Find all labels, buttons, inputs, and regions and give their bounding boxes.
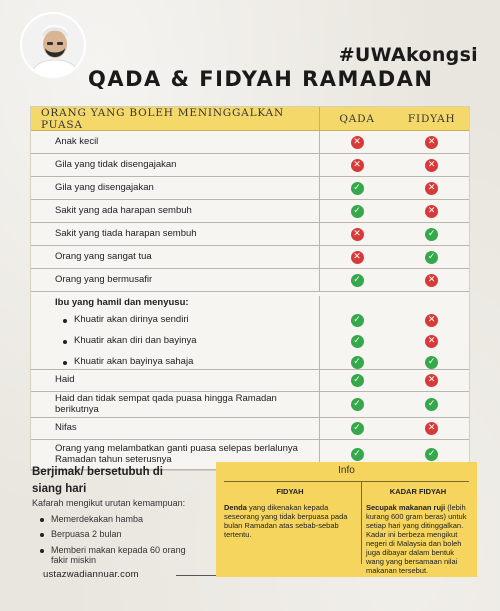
- table-row: [31, 223, 469, 246]
- cross-icon: ✕: [425, 205, 438, 218]
- cross-icon: ✕: [425, 182, 438, 195]
- check-icon: ✓: [351, 356, 364, 369]
- list-item-label: Memerdekakan hamba: [51, 514, 144, 524]
- list-item: [40, 545, 200, 566]
- row-label-text: Sakit yang tiada harapan sembuh: [55, 227, 197, 239]
- fidyah-cell: [394, 131, 469, 153]
- group-items: [31, 310, 469, 373]
- fidyah-cell: [394, 269, 469, 291]
- fidyah-bold: Denda: [224, 503, 247, 512]
- row-label-text: Gila yang disengajakan: [55, 181, 154, 193]
- check-icon: ✓: [351, 205, 364, 218]
- cross-icon: ✕: [351, 228, 364, 241]
- cross-icon: ✕: [351, 251, 364, 264]
- check-icon: ✓: [425, 448, 438, 461]
- list-item-label: Memberi makan kepada 60 orang fakir miskin: [51, 544, 186, 566]
- group-item-row: [31, 310, 469, 331]
- fidyah-cell: [394, 200, 469, 222]
- cross-icon: ✕: [425, 335, 438, 348]
- cross-icon: ✕: [425, 274, 438, 287]
- fidyah-cell: [394, 310, 469, 331]
- table-row: [31, 370, 469, 392]
- row-label-text: Haid: [55, 374, 75, 386]
- kafarah-list: [40, 514, 200, 570]
- fidyah-definition: [224, 503, 356, 539]
- cross-icon: ✕: [425, 422, 438, 435]
- kafarah-title: [32, 464, 163, 497]
- kadar-text: (lebih kurang 600 gram beras) untuk setiap hari yang ditinggalkan. Kadar ini berbeza mengikut negeri di Malaysia dan boleh juga dibayar dalam bentuk wang yang bersamaan nilai makanan tersebut.: [366, 503, 467, 575]
- row-label: [31, 392, 320, 417]
- qada-cell: [320, 223, 395, 245]
- fidyah-text: yang dikenakan kepada seseorang yang tidak berpuasa pada bulan Ramadan atas sebab-sebab tertentu.: [224, 503, 348, 539]
- qada-cell: [320, 392, 395, 417]
- cross-icon: ✕: [425, 374, 438, 387]
- row-label-text: Khuatir akan diri dan bayinya: [74, 335, 197, 347]
- row-label: [31, 200, 320, 222]
- row-label: [31, 331, 320, 352]
- row-label-text: Haid dan tidak sempat qada puasa hingga Ramadan berikutnya: [55, 392, 277, 415]
- check-icon: ✓: [351, 274, 364, 287]
- list-item-label: Berpuasa 2 bulan: [51, 529, 122, 540]
- check-icon: ✓: [351, 314, 364, 327]
- qada-cell: [320, 246, 395, 268]
- fidyah-cell: [394, 154, 469, 176]
- kadar-definition: [366, 503, 470, 575]
- row-label: [31, 246, 320, 268]
- check-icon: ✓: [351, 398, 364, 411]
- info-divider: [224, 481, 469, 482]
- page-title: QADA & FIDYAH RAMADAN: [88, 67, 434, 91]
- qada-cell: [320, 131, 395, 153]
- fidyah-cell: [394, 177, 469, 199]
- table-row: [31, 154, 469, 177]
- kafarah-title-line1: Berjimak/ bersetubuh di: [32, 466, 164, 478]
- kadar-heading: KADAR FIDYAH: [389, 487, 447, 496]
- info-column-divider: [361, 482, 362, 564]
- row-label-text: Anak kecil: [55, 135, 99, 147]
- qada-cell: [320, 177, 395, 199]
- row-label: [31, 223, 320, 245]
- table-row: [31, 418, 469, 440]
- header-fidyah: FIDYAH: [407, 112, 456, 125]
- row-label: [31, 418, 320, 439]
- row-label-text: Orang yang bermusafir: [55, 273, 153, 285]
- info-title: Info: [338, 465, 355, 476]
- row-label-text: Orang yang melambatkan ganti puasa selepas berlalunya Ramadan tahun seterusnya: [55, 442, 298, 465]
- cross-icon: ✕: [351, 159, 364, 172]
- row-label: [31, 310, 320, 331]
- fidyah-cell: [394, 223, 469, 245]
- table-row: [31, 246, 469, 269]
- group-pregnant: [31, 292, 469, 370]
- cross-icon: ✕: [425, 159, 438, 172]
- kafarah-title-line2: siang hari: [32, 482, 87, 495]
- qada-fidyah-table: [30, 106, 470, 471]
- table-row: [31, 177, 469, 200]
- table-row: [31, 200, 469, 223]
- list-item: [40, 529, 200, 539]
- row-label-text: Orang yang sangat tua: [55, 250, 152, 262]
- table-header: [31, 107, 469, 131]
- row-label-text: Nifas: [55, 422, 77, 434]
- qada-cell: [320, 310, 395, 331]
- list-item: [40, 514, 200, 524]
- kafarah-subtitle: Kafarah mengikut urutan kemampuan:: [32, 498, 186, 508]
- check-icon: ✓: [425, 356, 438, 369]
- fidyah-cell: [394, 418, 469, 439]
- kadar-bold: Secupak makanan ruji: [366, 503, 446, 512]
- fidyah-cell: [394, 370, 469, 391]
- qada-cell: [320, 200, 395, 222]
- fidyah-cell: [394, 246, 469, 268]
- info-box: [216, 462, 477, 577]
- qada-cell: [320, 154, 395, 176]
- row-label: [31, 370, 320, 391]
- check-icon: ✓: [425, 251, 438, 264]
- table-row: [31, 131, 469, 154]
- row-label: [31, 269, 320, 291]
- header-qada: QADA: [339, 112, 375, 125]
- table-rows: [31, 131, 469, 292]
- table-rows-2: [31, 370, 469, 470]
- check-icon: ✓: [425, 228, 438, 241]
- cross-icon: ✕: [425, 314, 438, 327]
- hashtag: #UWAkongsi: [338, 44, 478, 66]
- cross-icon: ✕: [425, 136, 438, 149]
- qada-cell: [320, 370, 395, 391]
- check-icon: ✓: [351, 422, 364, 435]
- row-label-text: Khuatir akan bayinya sahaja: [74, 356, 194, 368]
- cross-icon: ✕: [351, 136, 364, 149]
- check-icon: ✓: [351, 448, 364, 461]
- row-label: [31, 154, 320, 176]
- group-label: Ibu yang hamil dan menyusu:: [31, 296, 320, 310]
- qada-cell: [320, 269, 395, 291]
- header-person: ORANG YANG BOLEH MENINGGALKAN PUASA: [31, 107, 320, 130]
- row-label-text: Gila yang tidak disengajakan: [55, 158, 177, 170]
- check-icon: ✓: [351, 374, 364, 387]
- row-label-text: Khuatir akan dirinya sendiri: [74, 314, 189, 326]
- row-label-text: Sakit yang ada harapan sembuh: [55, 204, 192, 216]
- qada-cell: [320, 418, 395, 439]
- avatar: [20, 12, 86, 78]
- fidyah-cell: [394, 392, 469, 417]
- table-row: [31, 269, 469, 292]
- website-link[interactable]: ustazwadiannuar.com: [43, 569, 139, 580]
- group-item-row: [31, 331, 469, 352]
- check-icon: ✓: [425, 398, 438, 411]
- check-icon: ✓: [351, 182, 364, 195]
- fidyah-heading: FIDYAH: [276, 487, 304, 496]
- qada-cell: [320, 331, 395, 352]
- row-label: [31, 131, 320, 153]
- row-label: [31, 177, 320, 199]
- check-icon: ✓: [351, 335, 364, 348]
- table-row: [31, 392, 469, 418]
- fidyah-cell: [394, 331, 469, 352]
